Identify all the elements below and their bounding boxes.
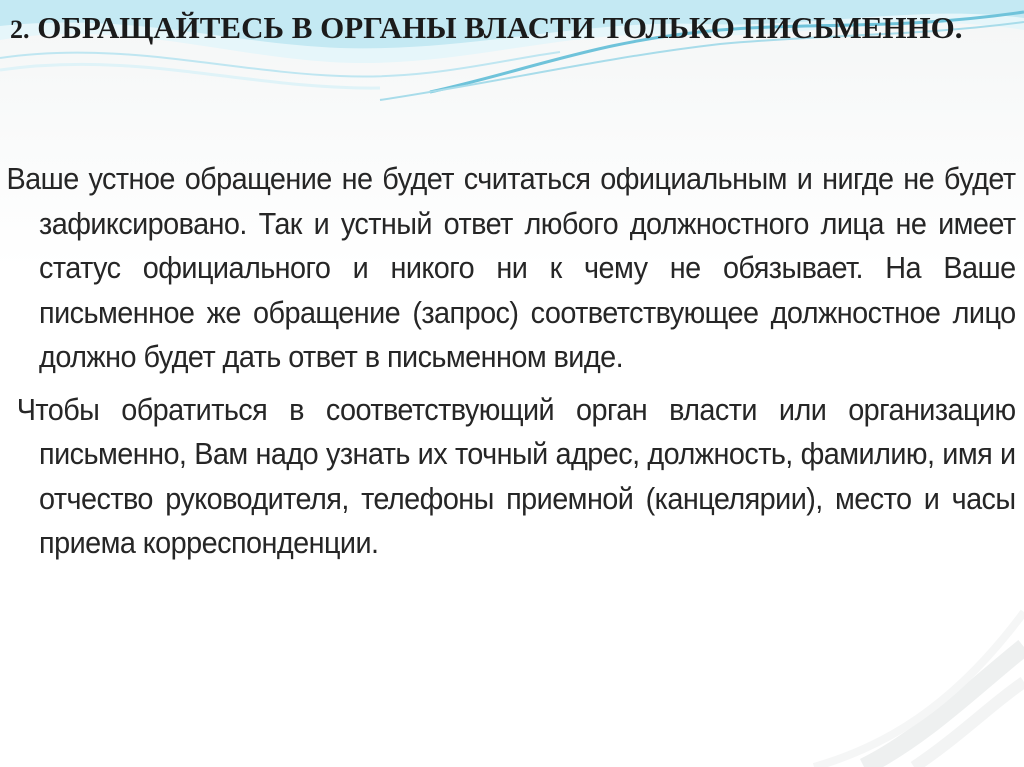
slide-body	[0, 157, 1014, 566]
title-text: ОБРАЩАЙТЕСЬ В ОРГАНЫ ВЛАСТИ ТОЛЬКО ПИСЬМЕННО.	[37, 10, 963, 45]
title-number: 2.	[10, 15, 30, 44]
paragraph-how-to-apply: Чтобы обратиться в соответствующий орган власти или организацию письменно, Вам надо узнать их точный адрес, должность, фамилию, имя и отчество руководителя, телефоны приемной (канцелярии), место и часы приема корреспонденции.	[16, 391, 1016, 560]
paragraph-oral-vs-written: Ваше устное обращение не будет считаться официальным и нигде не будет зафиксировано. Так и устный ответ любого должностного лица не имеет статус официального и никого ни к чему не обязывает. На Ваше письменное же обращение (запрос) соответствующее должностное лицо должно будет дать ответ в письменном виде.	[6, 161, 1016, 374]
slide-title	[10, 8, 1014, 50]
corner-wave-decoration	[724, 587, 1024, 767]
